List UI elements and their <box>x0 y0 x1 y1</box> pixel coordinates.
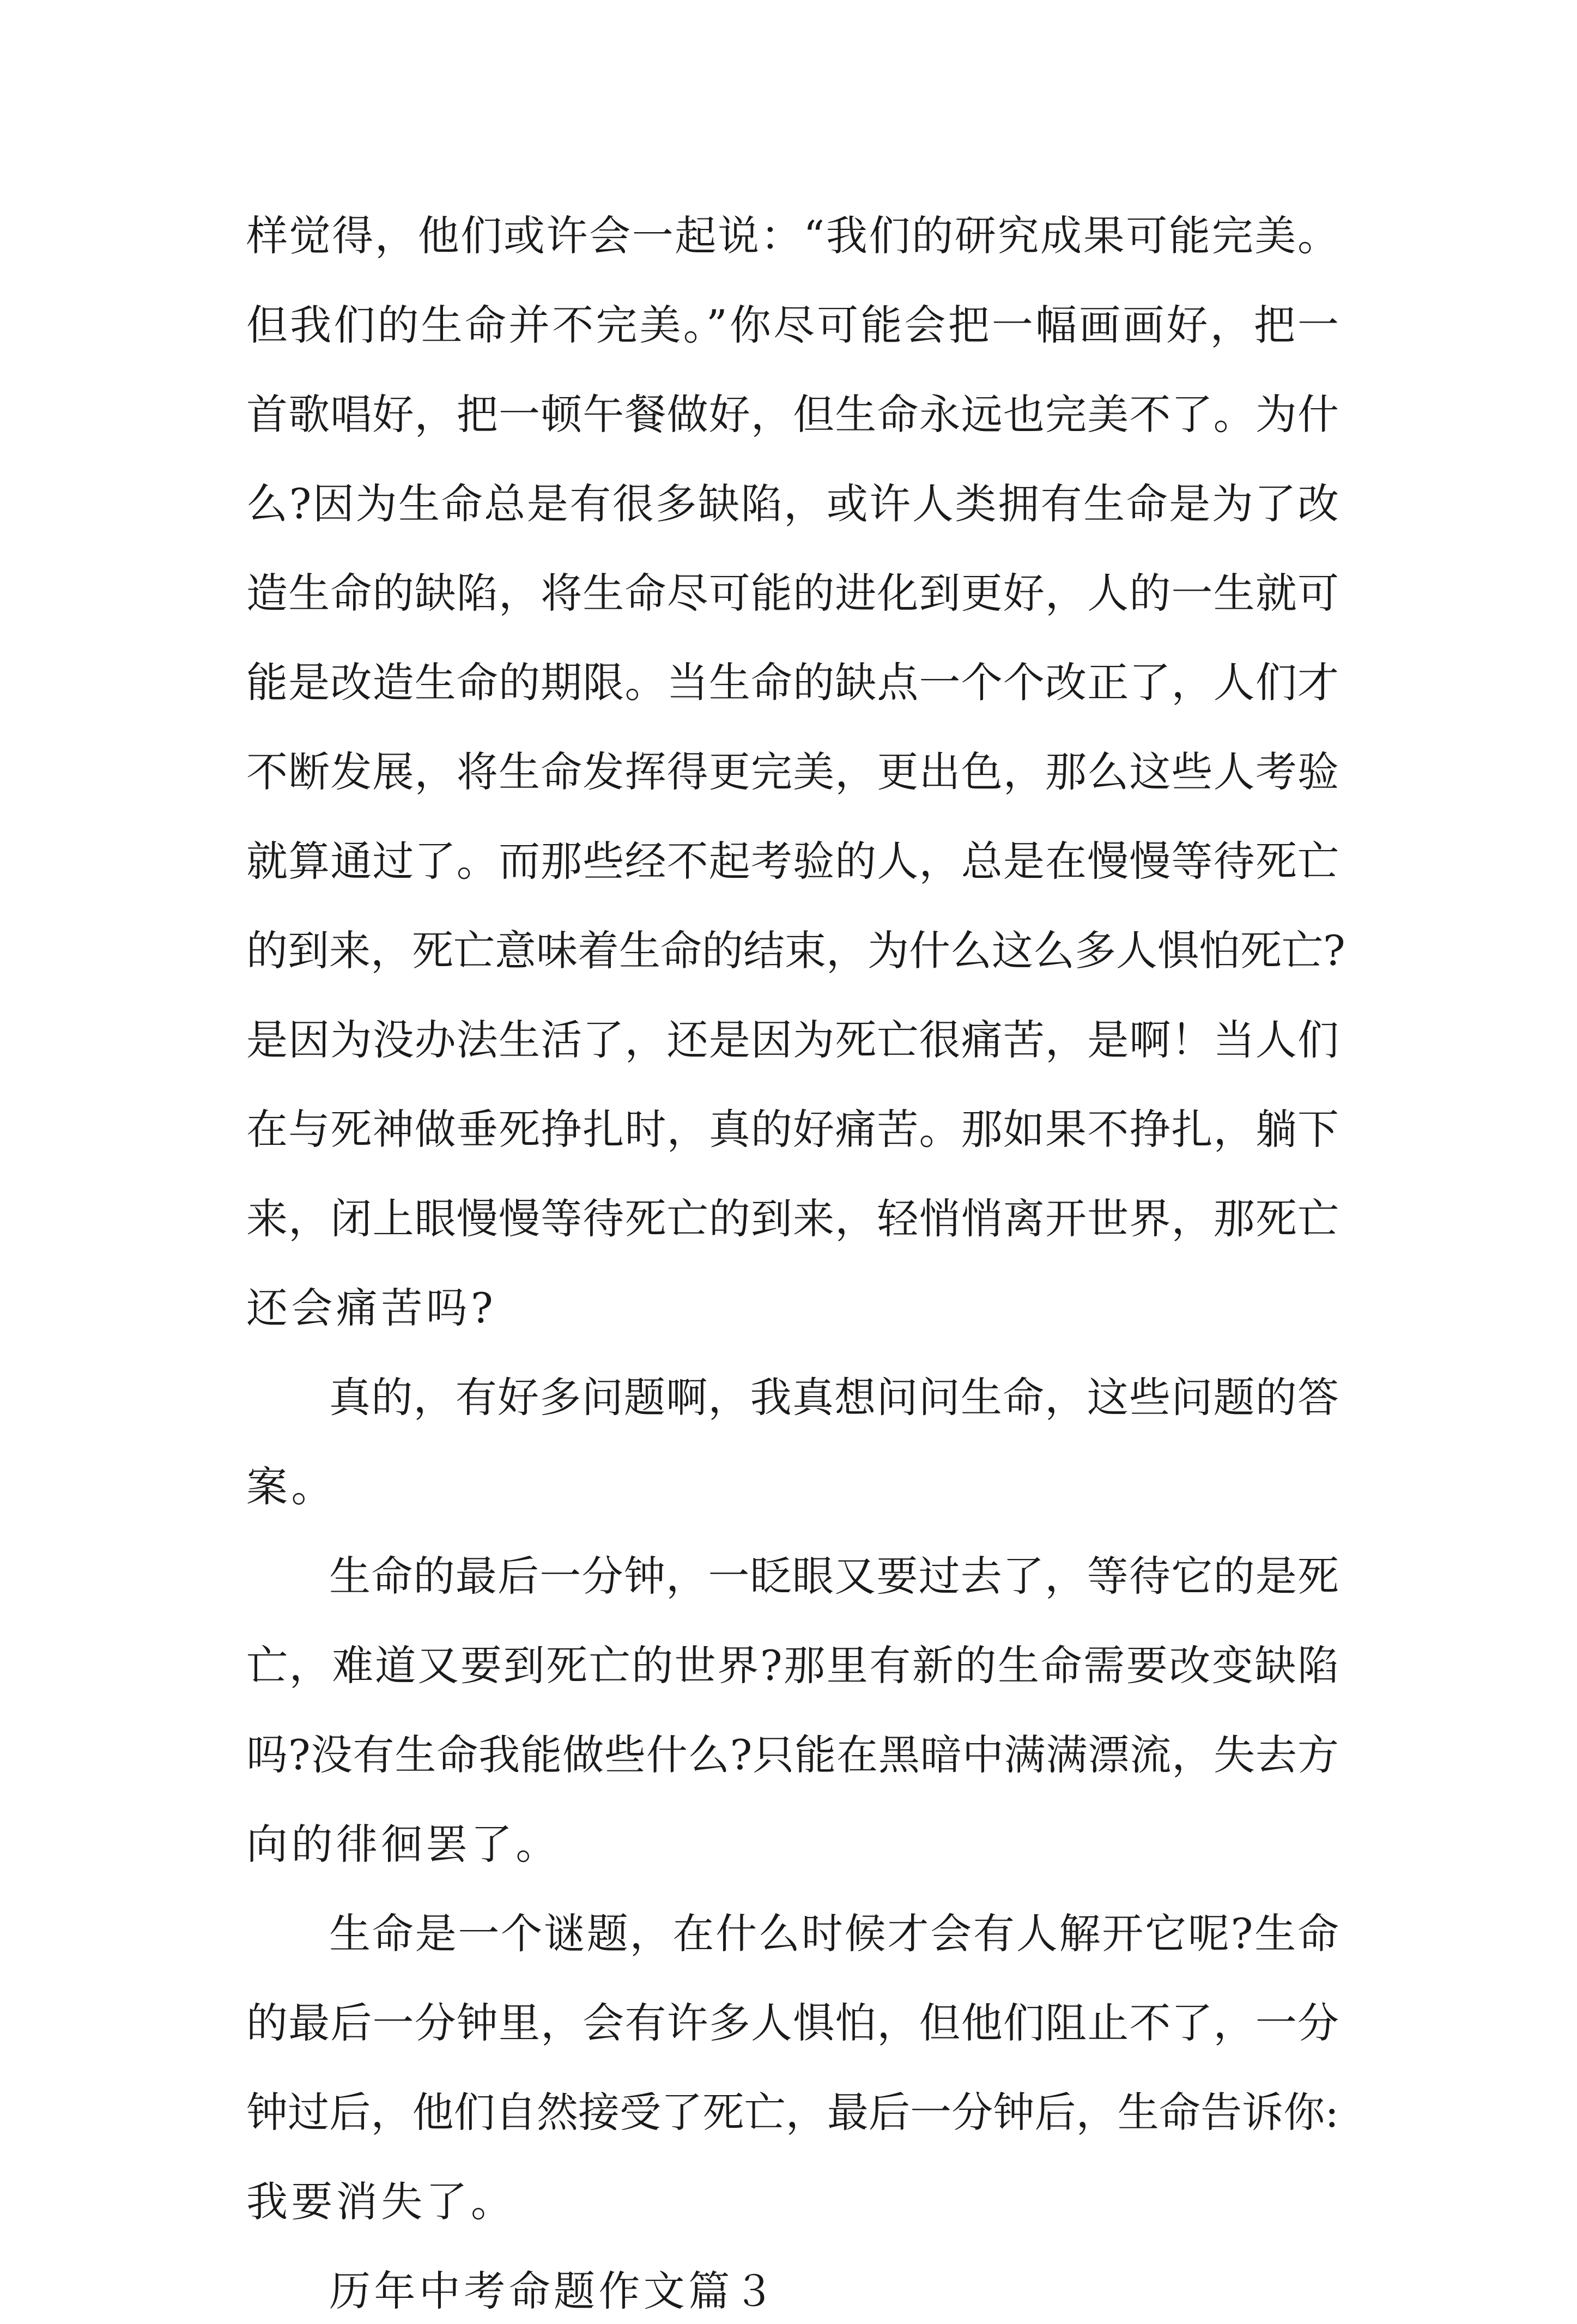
text-line: 来，闭上眼慢慢等待死亡的到来，轻悄悄离开世界，那死亡 <box>246 1194 1339 1243</box>
text-line: 能是改造生命的期限。当生命的缺点一个个改正了，人们才 <box>246 658 1339 707</box>
text-line: 还会痛苦吗? <box>246 1284 497 1332</box>
text-line: 的到来，死亡意味着生命的结束，为什么这么多人惧怕死亡? <box>246 926 1345 975</box>
text-line: 钟过后，他们自然接受了死亡，最后一分钟后，生命告诉你: <box>246 2088 1339 2137</box>
text-line: 我要消失了。 <box>246 2177 516 2226</box>
text-line: 在与死神做垂死挣扎时，真的好痛苦。那如果不挣扎，躺下 <box>246 1105 1339 1154</box>
text-line: 的最后一分钟里，会有许多人惧怕，但他们阻止不了，一分 <box>246 1999 1339 2047</box>
text-line: 亡，难道又要到死亡的世界?那里有新的生命需要改变缺陷 <box>246 1641 1339 1690</box>
text-line: 吗?没有生命我能做些什么?只能在黑暗中满满漂流，失去方 <box>246 1731 1339 1779</box>
text-line: 案。 <box>246 1463 336 1511</box>
text-line: 样觉得，他们或许会一起说：“我们的研究成果可能完美。 <box>246 211 1339 260</box>
text-line: 是因为没办法生活了，还是因为死亡很痛苦，是啊！当人们 <box>246 1016 1339 1064</box>
text-line: 不断发展，将生命发挥得更完美，更出色，那么这些人考验 <box>246 748 1339 796</box>
text-line: 么?因为生命总是有很多缺陷，或许人类拥有生命是为了改 <box>246 480 1339 528</box>
paragraph-start-line: 真的，有好多问题啊，我真想问问生命，这些问题的答 <box>329 1373 1339 1422</box>
text-line: 但我们的生命并不完美。”你尽可能会把一幅画画好，把一 <box>246 301 1339 349</box>
text-line: 向的徘徊罢了。 <box>246 1820 561 1868</box>
text-line: 首歌唱好，把一顿午餐做好，但生命永远也完美不了。为什 <box>246 390 1339 439</box>
text-line: 就算通过了。而那些经不起考验的人，总是在慢慢等待死亡 <box>246 837 1339 885</box>
paragraph-start-line: 生命的最后一分钟，一眨眼又要过去了，等待它的是死 <box>329 1552 1339 1600</box>
text-line: 造生命的缺陷，将生命尽可能的进化到更好，人的一生就可 <box>246 569 1339 617</box>
paragraph-start-line: 生命是一个谜题，在什么时候才会有人解开它呢?生命 <box>329 1909 1339 1958</box>
section-heading: 历年中考命题作文篇３ <box>329 2267 778 2315</box>
